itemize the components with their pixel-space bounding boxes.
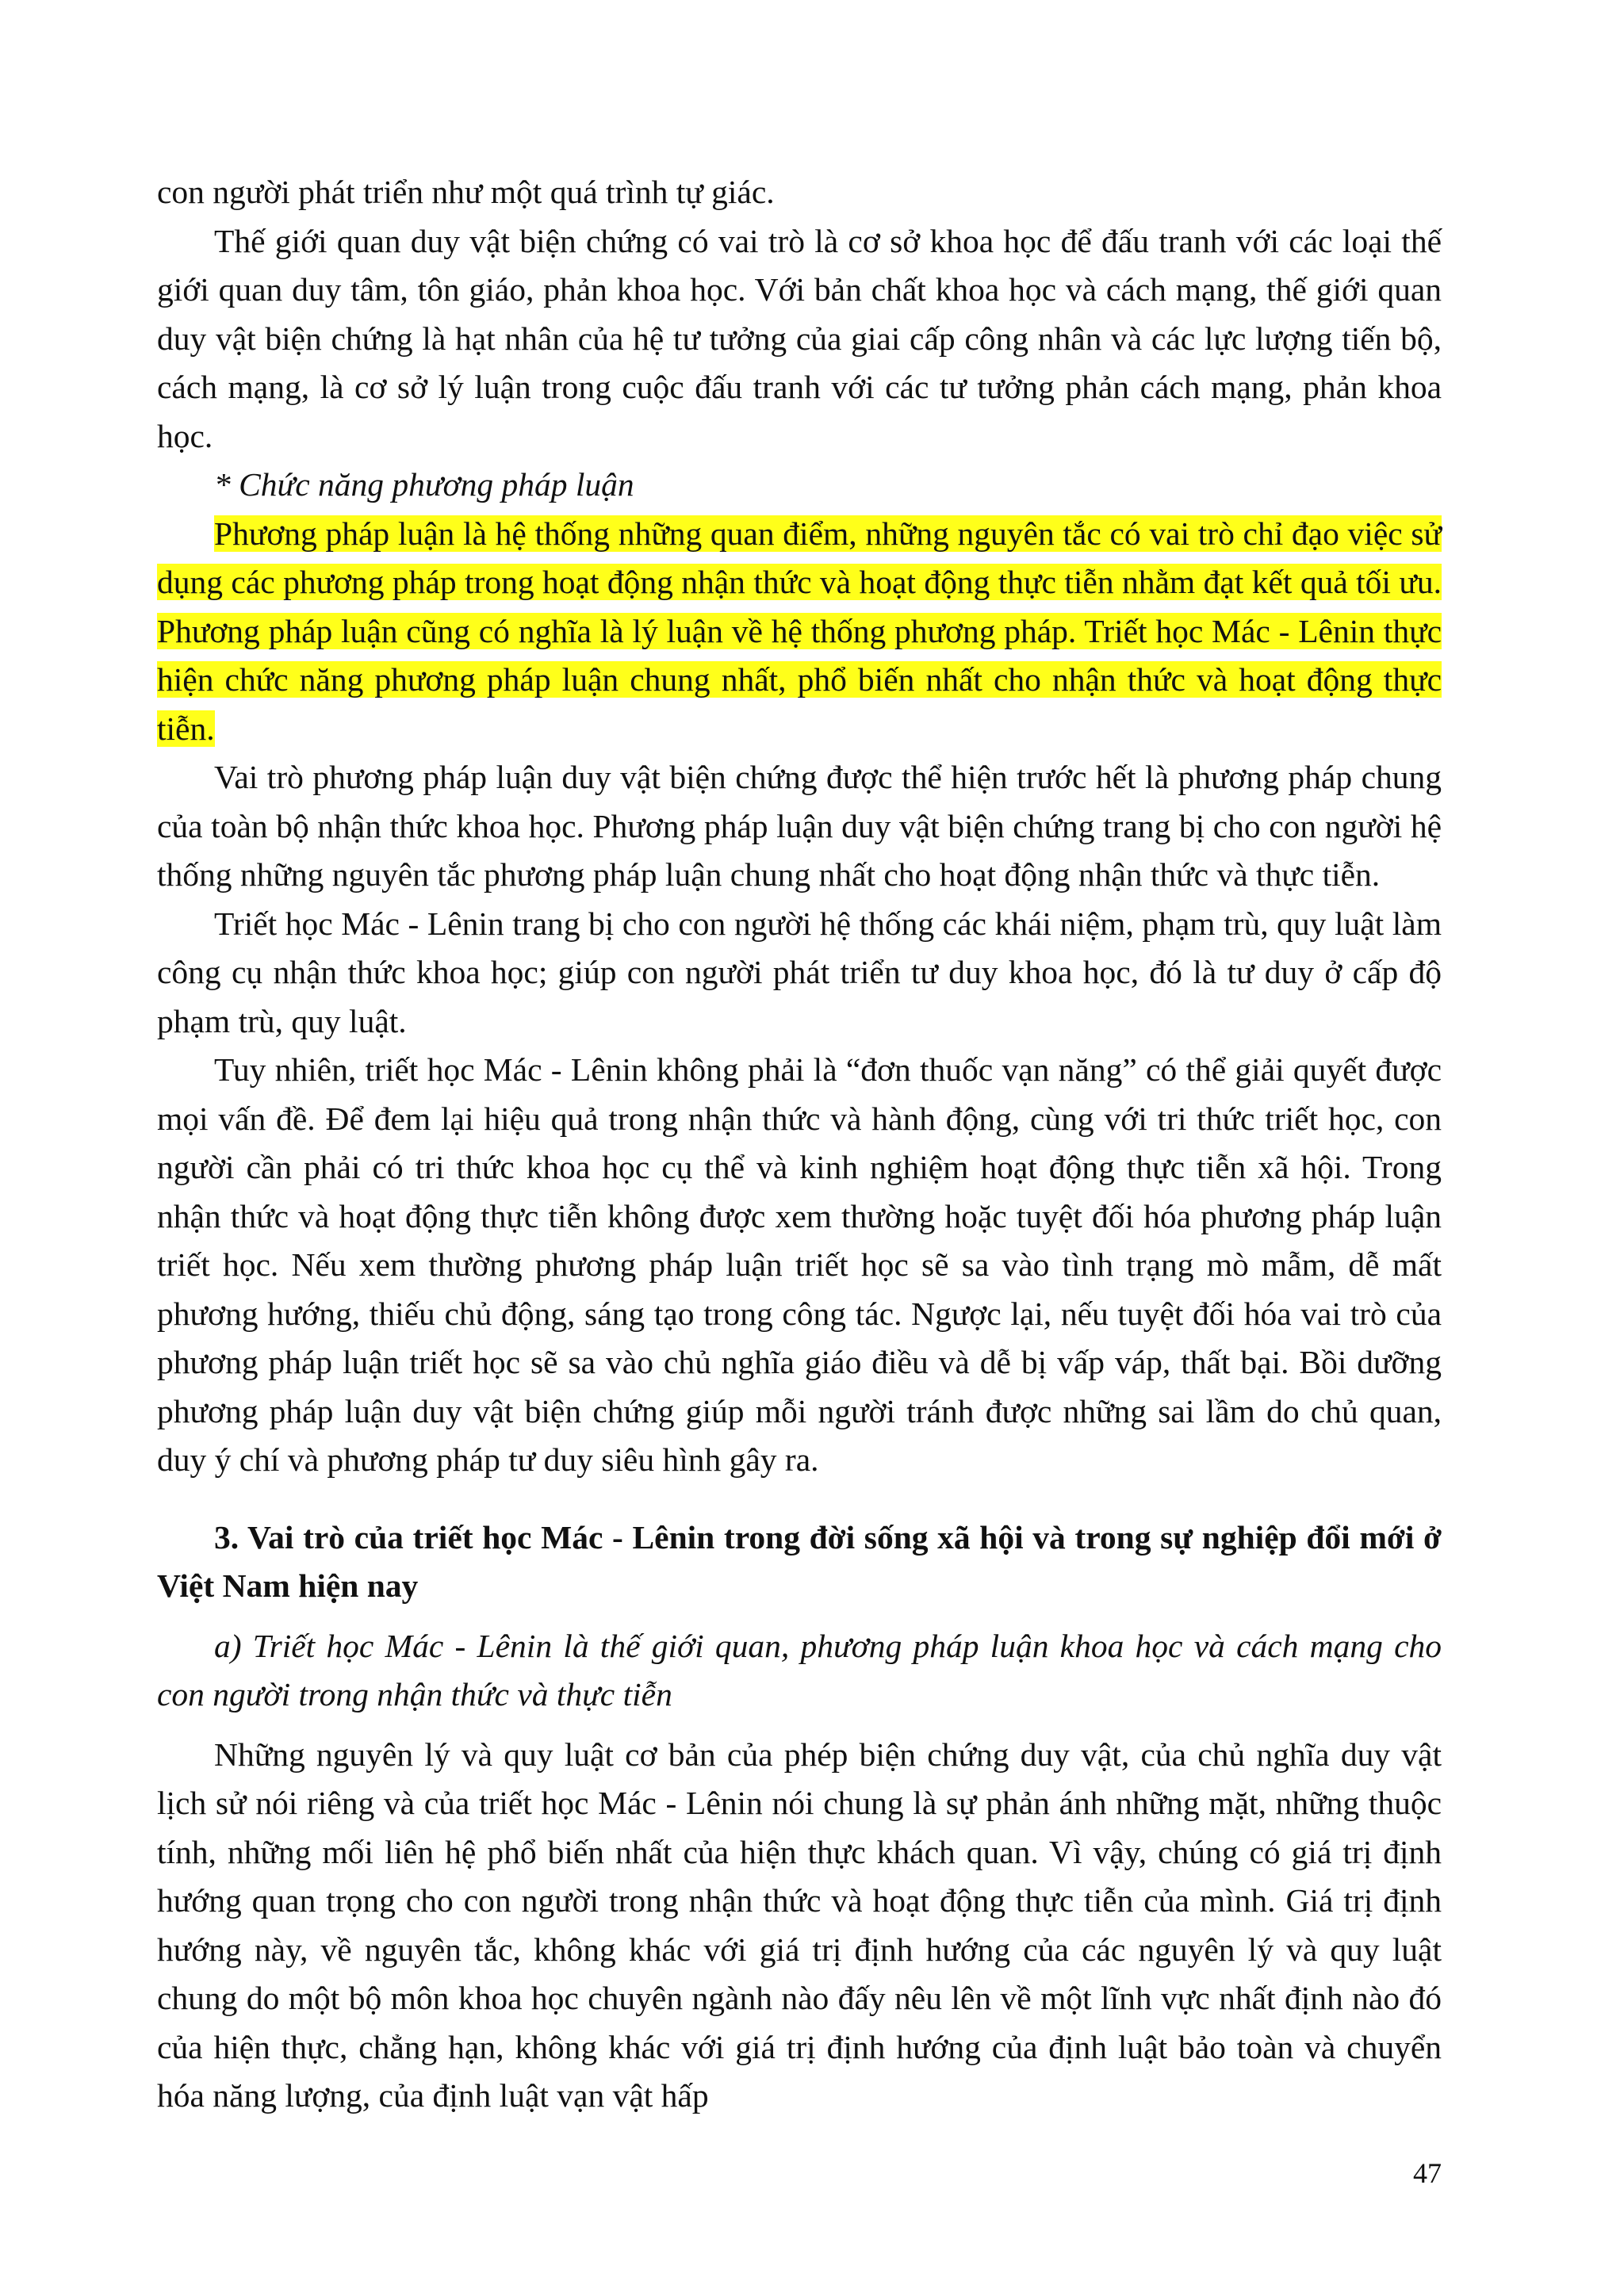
paragraph-continuation: con người phát triển như một quá trình tự giác.	[157, 174, 775, 210]
paragraph-methodology-definition	[157, 510, 1442, 754]
highlighted-text: Phương pháp luận là hệ thống những quan điểm, những nguyên tắc có vai trò chỉ đạo việc sử dụng các phương pháp trong hoạt động nhận thức và hoạt động thực tiễn nhằm đạt kết quả tối ưu. Phương pháp luận cũng có nghĩa là lý luận về hệ thống phương pháp. Triết học Mác - Lênin thực hiện chức năng phương pháp luận chung nhất, phổ biến nhất cho nhận thức và hoạt động thực tiễn.	[157, 515, 1442, 747]
paragraph-worldview: Thế giới quan duy vật biện chứng có vai trò là cơ sở khoa học để đấu tranh với các loại thế giới quan duy tâm, tôn giáo, phản khoa học. Với bản chất khoa học và cách mạng, thế giới quan duy vật biện chứng là hạt nhân của hệ tư tưởng của giai cấp công nhân và các lực lượng tiến bộ, cách mạng, là cơ sở lý luận trong cuộc đấu tranh với các tư tưởng phản cách mạng, phản khoa học.	[157, 222, 1442, 454]
document-page	[157, 168, 1442, 2121]
paragraph-concepts: Triết học Mác - Lênin trang bị cho con người hệ thống các khái niệm, phạm trù, quy luật làm công cụ nhận thức khoa học; giúp con người phát triển tư duy khoa học, đó là tư duy ở cấp độ phạm trù, quy luật.	[157, 905, 1442, 1039]
section-heading: 3. Vai trò của triết học Mác - Lênin trong đời sống xã hội và trong sự nghiệp đổi mới ở Việt Nam hiện nay	[157, 1518, 1442, 1604]
section-subheading: a) Triết học Mác - Lênin là thế giới quan, phương pháp luận khoa học và cách mạng cho con người trong nhận thức và thực tiễn	[157, 1627, 1442, 1712]
paragraph-however: Tuy nhiên, triết học Mác - Lênin không phải là “đơn thuốc vạn năng” có thể giải quyết được mọi vấn đề. Để đem lại hiệu quả trong nhận thức và hành động, cùng với tri thức triết học, con người cần phải có tri thức khoa học cụ thể và kinh nghiệm hoạt động thực tiễn xã hội. Trong nhận thức và hoạt động thực tiễn không được xem thường hoặc tuyệt đối hóa phương pháp luận triết học. Nếu xem thường phương pháp luận triết học sẽ sa vào tình trạng mò mẫm, dễ mất phương hướng, thiếu chủ động, sáng tạo trong công tác. Ngược lại, nếu tuyệt đối hóa vai trò của phương pháp luận triết học sẽ sa vào chủ nghĩa giáo điều và dễ bị vấp váp, thất bại. Bồi dưỡng phương pháp luận duy vật biện chứng giúp mỗi người tránh được những sai lầm do chủ quan, duy ý chí và phương pháp tư duy siêu hình gây ra.	[157, 1051, 1442, 1478]
page-number: 47	[1413, 2157, 1442, 2189]
paragraph-principles: Những nguyên lý và quy luật cơ bản của phép biện chứng duy vật, của chủ nghĩa duy vật lịch sử nói riêng và của triết học Mác - Lênin nói chung là sự phản ánh những mặt, những thuộc tính, những mối liên hệ phổ biến nhất của hiện thực khách quan. Vì vậy, chúng có giá trị định hướng quan trọng cho con người trong nhận thức và hoạt động thực tiễn của mình. Giá trị định hướng này, về nguyên tắc, không khác với giá trị định hướng của các nguyên lý và quy luật chung do một bộ môn khoa học chuyên ngành nào đấy nêu lên về một lĩnh vực nhất định nào đó của hiện thực, chẳng hạn, không khác với giá trị định hướng của định luật bảo toàn và chuyển hóa năng lượng, của định luật vạn vật hấp	[157, 1735, 1442, 2114]
paragraph-methodology-role: Vai trò phương pháp luận duy vật biện chứng được thể hiện trước hết là phương pháp chung của toàn bộ nhận thức khoa học. Phương pháp luận duy vật biện chứng trang bị cho con người hệ thống những nguyên tắc phương pháp luận chung nhất cho hoạt động nhận thức và thực tiễn.	[157, 759, 1442, 893]
section-label-methodology: * Chức năng phương pháp luận	[214, 466, 634, 503]
